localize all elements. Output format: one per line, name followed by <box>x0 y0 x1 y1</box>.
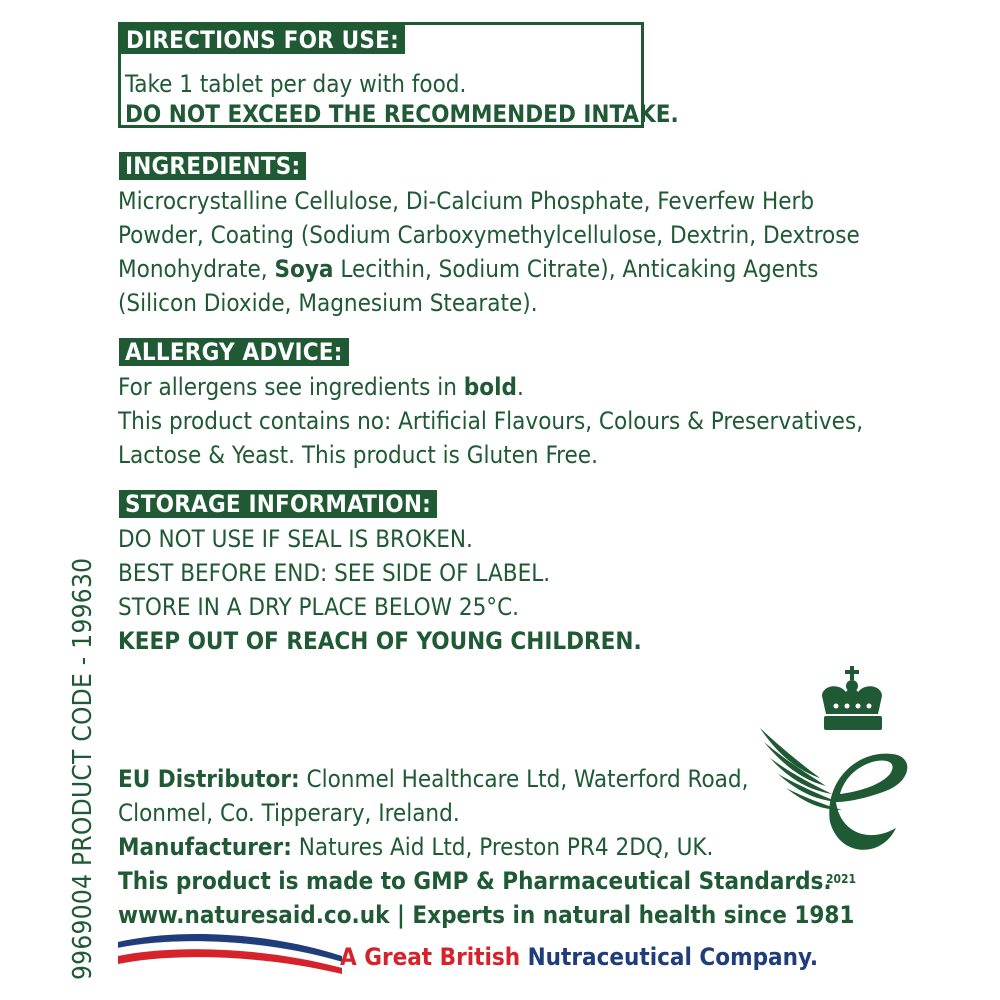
tagline <box>340 940 818 974</box>
storage-section <box>118 490 642 658</box>
allergy-section <box>118 338 863 472</box>
storage-heading: STORAGE INFORMATION: <box>119 490 437 518</box>
tagline-red: A Great British <box>340 943 528 971</box>
distributor-text: Clonmel Healthcare Ltd, Waterford Road, <box>299 765 749 793</box>
distributor-label: EU Distributor: <box>118 765 300 793</box>
tagline-blue: Nutraceutical Company. <box>527 943 819 971</box>
distributor-line-2: Clonmel, Co. Tipperary, Ireland. <box>118 799 460 827</box>
website-line: www.naturesaid.co.uk | Experts in natural health since 1981 <box>118 901 855 929</box>
ingredients-line-3 <box>118 252 860 286</box>
storage-line-1: DO NOT USE IF SEAL IS BROKEN. <box>118 525 473 553</box>
directions-heading: DIRECTIONS FOR USE: <box>121 25 405 54</box>
manufacturer-text: Natures Aid Ltd, Preston PR4 2DQ, UK. <box>291 833 714 861</box>
manufacturer-line <box>118 830 854 864</box>
ingredients-section <box>118 152 860 320</box>
ingredients-line-1: Microcrystalline Cellulose, Di-Calcium Phosphate, Feverfew Herb <box>118 187 815 215</box>
allergy-line-1-post: . <box>516 373 524 401</box>
ingredients-line-3-pre: Monohydrate, <box>118 255 275 283</box>
storage-line-4: KEEP OUT OF REACH OF YOUNG CHILDREN. <box>118 627 642 655</box>
company-info <box>118 762 857 932</box>
ingredients-line-2: Powder, Coating (Sodium Carboxymethylcellulose, Dextrin, Dextrose <box>118 221 860 249</box>
distributor-line-1 <box>118 762 854 796</box>
ingredients-line-3-post: Lecithin, Sodium Citrate), Anticaking Agents <box>333 255 819 283</box>
storage-line-2: BEST BEFORE END: SEE SIDE OF LABEL. <box>118 559 551 587</box>
allergy-line-1-pre: For allergens see ingredients in <box>118 373 464 401</box>
allergy-line-2: This product contains no: Artificial Flavours, Colours & Preservatives, <box>118 407 864 435</box>
ingredients-line-4: (Silicon Dioxide, Magnesium Stearate). <box>118 289 538 317</box>
allergy-line-1 <box>118 370 863 404</box>
storage-line-3: STORE IN A DRY PLACE BELOW 25°C. <box>118 593 520 621</box>
directions-line-2: DO NOT EXCEED THE RECOMMENDED INTAKE. <box>125 100 679 128</box>
directions-box <box>118 22 679 128</box>
product-code: 9969004 PRODUCT CODE - 199630 <box>68 557 98 980</box>
manufacturer-label: Manufacturer: <box>118 833 292 861</box>
allergen-soya: Soya <box>274 255 334 283</box>
directions-line-1: Take 1 tablet per day with food. <box>125 70 467 98</box>
award-year: 2021 <box>826 872 857 886</box>
allergy-line-3: Lactose & Yeast. This product is Gluten Free. <box>118 441 598 469</box>
allergy-heading: ALLERGY ADVICE: <box>119 338 349 366</box>
queens-award-emblem-icon <box>756 662 916 872</box>
ingredients-heading: INGREDIENTS: <box>119 152 306 180</box>
allergy-bold-word: bold <box>463 373 517 401</box>
flag-swoosh-icon <box>118 930 342 976</box>
gmp-statement: This product is made to GMP & Pharmaceutical Standards. <box>118 867 832 895</box>
